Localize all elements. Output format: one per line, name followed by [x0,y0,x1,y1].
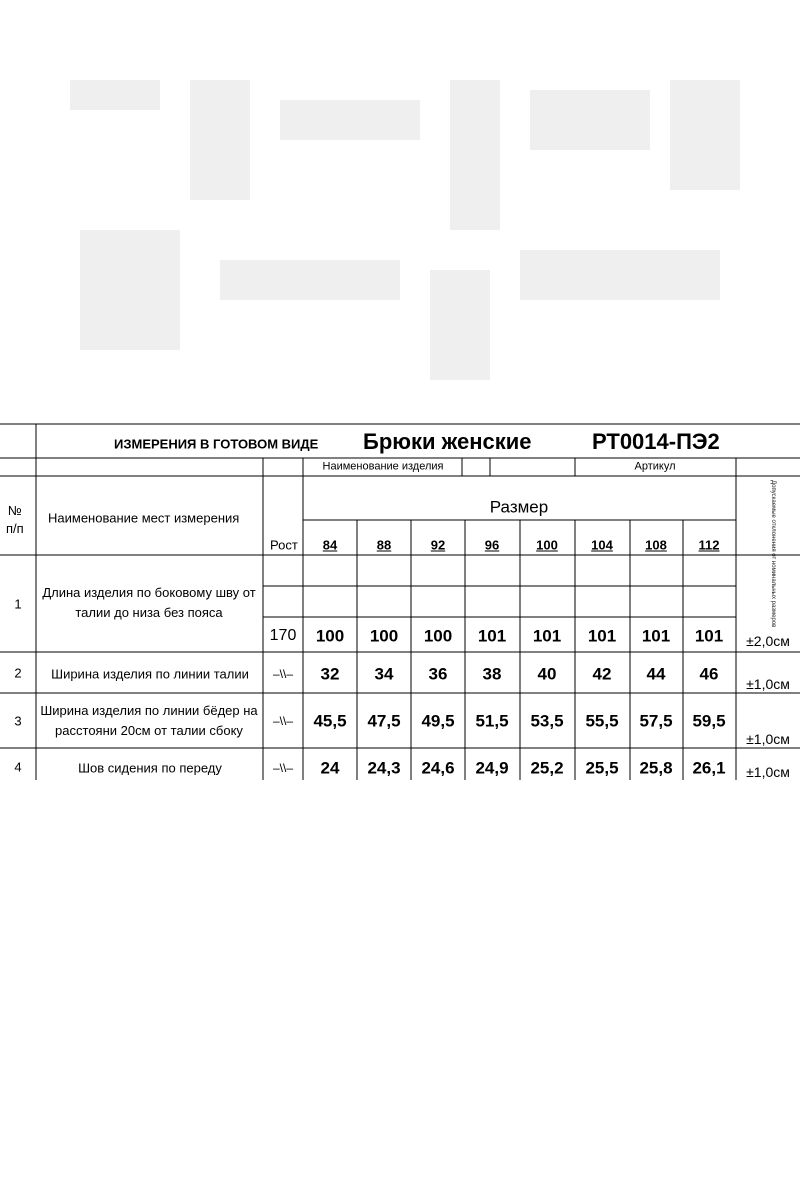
row-1-value-108: 101 [641,626,671,646]
row-4-tolerance: ±1,0см [746,764,790,780]
column-name-header: Наименование мест измерения [48,510,240,526]
size-header-96: 96 [484,537,500,553]
row-1-value-112: 101 [694,626,724,646]
row-3-value-108: 57,5 [639,711,673,731]
row-1-tolerance: ±2,0см [746,633,790,649]
row-1-value-84: 100 [315,626,345,646]
size-header-112: 112 [698,537,720,553]
size-group-header: Размер [489,497,549,517]
row-2-value-96: 38 [482,664,502,684]
size-header-92: 92 [430,537,446,553]
row-3-value-96: 51,5 [475,711,509,731]
article-code: РТ0014-ПЭ2 [592,429,720,454]
row-4-value-88: 24,3 [367,758,401,778]
row-3-value-92: 49,5 [421,711,455,731]
row-4-value-84: 24 [320,758,340,778]
header-label: ИЗМЕРЕНИЯ В ГОТОВОМ ВИДЕ [114,436,319,452]
row-3-value-100: 53,5 [530,711,564,731]
row-2-value-92: 36 [428,664,448,684]
row-3-value-112: 59,5 [692,711,726,731]
row-3-value-88: 47,5 [367,711,401,731]
row-2-height: –\\– [272,667,294,681]
row-3-height: –\\– [272,714,294,728]
row-4-value-104: 25,5 [585,758,619,778]
tolerance-header: Допускаемые отклонения от номинальных размеров [770,480,776,628]
row-2-value-104: 42 [592,664,612,684]
row-2-value-84: 32 [320,664,340,684]
row-1-value-100: 101 [532,626,562,646]
row-4-name: Шов сидения по переду [78,760,222,776]
row-4-value-108: 25,8 [639,758,673,778]
column-height-header: Рост [270,537,298,553]
row-4-number: 4 [14,759,22,775]
column-number-header: № п/п [6,503,24,536]
row-1-number: 1 [14,596,22,612]
size-header-104: 104 [591,537,613,553]
row-2-name: Ширина изделия по линии талии [51,666,249,682]
row-4-value-92: 24,6 [421,758,455,778]
size-header-100: 100 [536,537,558,553]
row-2-number: 2 [14,665,22,681]
row-2-tolerance: ±1,0см [746,676,790,692]
row-4-value-112: 26,1 [692,758,726,778]
row-1-value-96: 101 [477,626,507,646]
size-header-108: 108 [645,537,667,553]
row-1-value-104: 101 [587,626,617,646]
row-1-height: 170 [269,627,297,644]
article-caption: Артикул [634,460,676,473]
size-header-88: 88 [376,537,392,553]
row-3-value-104: 55,5 [585,711,619,731]
row-3-tolerance: ±1,0см [746,731,790,747]
product-name-caption: Наименование изделия [322,460,444,473]
row-2-value-88: 34 [374,664,394,684]
row-2-value-100: 40 [537,664,557,684]
row-4-height: –\\– [272,761,294,775]
size-header-84: 84 [322,537,338,553]
row-4-value-96: 24,9 [475,758,509,778]
row-2-value-108: 44 [646,664,666,684]
row-3-number: 3 [14,713,22,729]
row-1-value-92: 100 [423,626,453,646]
product-title: Брюки женские [363,429,532,454]
row-3-value-84: 45,5 [313,711,347,731]
row-4-clip [0,748,800,780]
row-3-name: Ширина изделия по линии бёдер на расстояни 20см от талии сбоку [40,703,258,738]
row-2-value-112: 46 [699,664,719,684]
row-1-value-88: 100 [369,626,399,646]
row-1-name: Длина изделия по боковому шву от талии до низа без пояса [42,585,256,620]
row-4-value-100: 25,2 [530,758,564,778]
